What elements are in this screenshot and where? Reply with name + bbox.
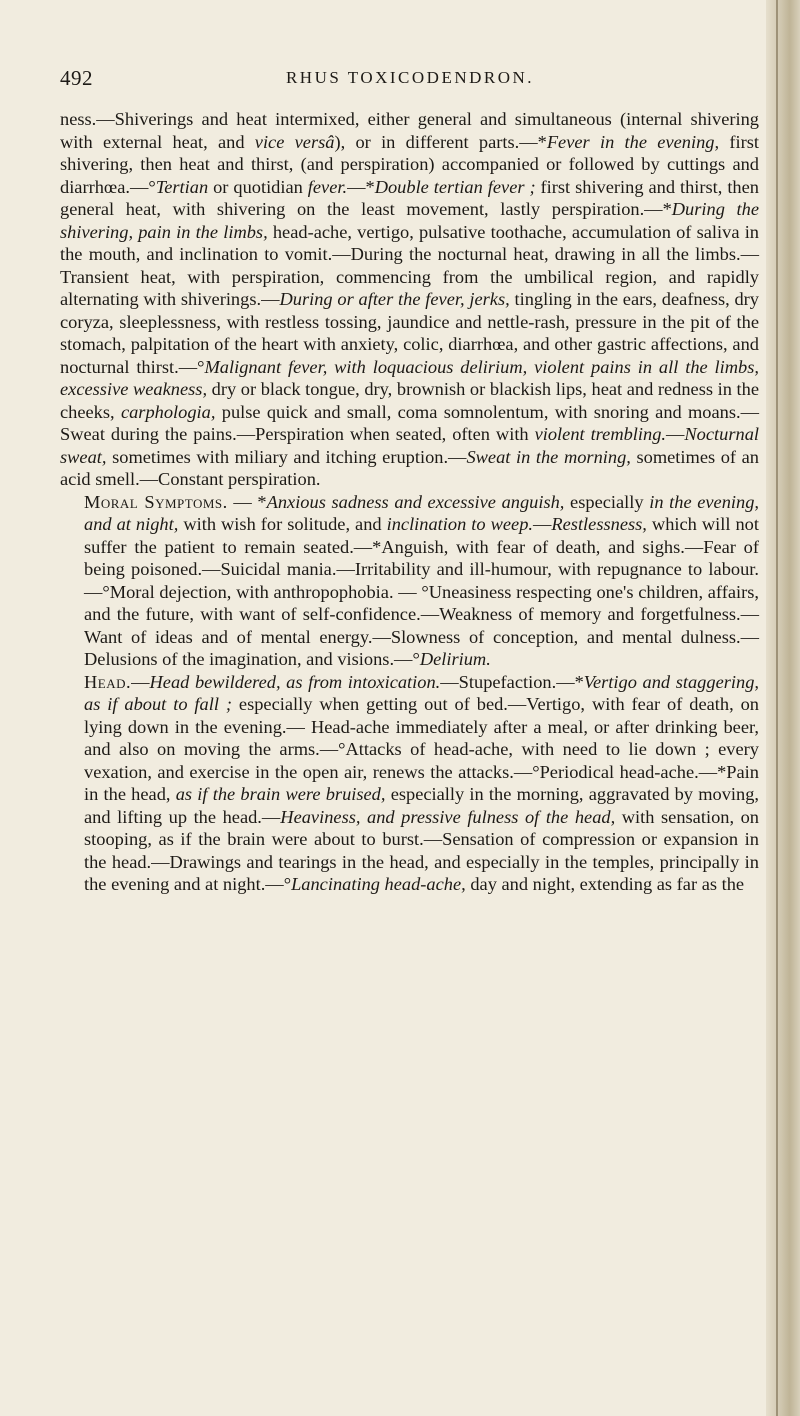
italic-run: Head bewildered, as from intoxication. <box>149 671 441 692</box>
italic-run: fever. <box>307 176 348 197</box>
section-heading: Moral Symptoms. <box>84 491 228 512</box>
italic-run: Anxious sadness and excessive anguish, <box>266 491 565 512</box>
italic-run: Sweat in the morning, <box>466 446 631 467</box>
italic-run: inclination to weep. <box>386 514 533 534</box>
running-head: RHUS TOXICODENDRON. <box>285 68 535 87</box>
italic-run: vice versâ <box>254 131 335 152</box>
italic-run: Malignant fever, with loquacious delirium, violent pains in all the limbs, excessive weakness, <box>60 356 759 399</box>
italic-run: Vertigo and staggering, as if about to fall ; <box>84 671 759 714</box>
italic-run: as if the brain were bruised, <box>175 784 386 804</box>
text-run: pulse quick and small, coma somnolentum, with snoring and moans.—Sweat during the pains.—Perspiration when seated, often with <box>60 401 760 444</box>
paragraph-moral-symptoms <box>60 491 759 671</box>
text-run: — <box>131 671 150 692</box>
page-header <box>60 66 760 92</box>
text-run: especially <box>564 491 650 512</box>
text-run: ), or in different parts.—* <box>334 131 547 152</box>
text-run: or quotidian <box>208 176 308 197</box>
text-run: especially when getting out of bed.—Vertigo, with fear of death, on lying down in the evening.— Head-ache immediately after a meal, or after drinking beer, and also on moving the arms.—°Attacks of head-ache, with need to lie down ; every vexation, and exercise in the open air, renews the attacks.—°Periodical head-ache.—*Pain in the head, <box>84 694 760 804</box>
paragraph-fever <box>60 108 759 491</box>
text-run: ness.—Shiverings and heat intermixed, either general and simultaneous (internal shivering with external heat, and <box>60 109 759 152</box>
italic-run: Fever in the evening, <box>546 131 720 152</box>
text-run: with sensation, on stooping, as if the brain were about to burst.—Sensation of compression or expansion in the head.—Drawings and tearings in the head, and especially in the temples, principally in the evening and at night.—° <box>84 806 760 894</box>
text-run: dry or black tongue, dry, brownish or blackish lips, heat and redness in the cheeks, <box>60 379 759 422</box>
text-run: first shivering, then heat and thirst, (and perspiration) accompanied or followed by cuttings and diarrhœa.—° <box>60 131 759 197</box>
body-text <box>60 108 759 896</box>
italic-run: Double tertian fever ; <box>374 176 536 197</box>
text-run: day and night, extending as far as the <box>465 874 745 894</box>
text-run: tingling in the ears, deafness, dry coryza, sleeplessness, with restless tossing, jaundice and nettle-rash, pressure in the pit of the stomach, palpitation of the heart with anxiety, colic, diarrhœa, and other gastric affections, and nocturnal thirst.—° <box>60 289 759 377</box>
text-run: —* <box>347 176 375 197</box>
text-run: —Stupefaction.—* <box>440 671 584 692</box>
text-run: sometimes of an acid smell.—Constant perspiration. <box>60 446 760 489</box>
text-run: — * <box>227 491 267 512</box>
text-run: — <box>666 424 685 444</box>
italic-run: Nocturnal sweat, <box>60 424 759 467</box>
section-heading: Head. <box>84 671 132 692</box>
text-run: especially in the morning, aggravated by moving, and lifting up the head.— <box>84 784 759 827</box>
italic-run: Heaviness, and pressive fulness of the head, <box>280 806 616 827</box>
text-run: first shivering and thirst, then general heat, with shivering on the least movement, lastly perspiration.—* <box>60 176 759 219</box>
text-run: sometimes with miliary and itching eruption.— <box>106 446 467 467</box>
italic-run: Restlessness, <box>551 514 647 534</box>
paragraph-head <box>60 671 759 896</box>
page-edge-line <box>776 0 778 1416</box>
text-run: with wish for solitude, and <box>178 514 387 534</box>
italic-run: During or after the fever, jerks, <box>279 289 510 309</box>
text-run: head-ache, vertigo, pulsative toothache, accumulation of saliva in the mouth, and inclination to vomit.—During the nocturnal heat, drawing in all the limbs.—Transient heat, with perspiration, commencing from the umbilical region, and rapidly alternating with shiverings.— <box>60 221 759 309</box>
page-edge-shadow <box>766 0 800 1416</box>
italic-run: in the evening, and at night, <box>84 491 760 534</box>
italic-run: violent trembling. <box>534 424 667 444</box>
italic-run: Lancinating head-ache, <box>291 874 466 894</box>
italic-run: carphologia, <box>120 401 216 422</box>
text-run: which will not suffer the patient to remain seated.—*Anguish, with fear of death, and sighs.—Fear of being poisoned.—Suicidal mania.—Irritability and ill-humour, with repugnance to labour.—°Moral dejection, with anthropophobia. — °Uneasiness respecting one's children, affairs, and the future, with want of self-confidence.—Weakness of memory and forgetfulness.—Want of ideas and of mental energy.—Slowness of conception, and mental dulness.—Delusions of the imagination, and visions.—° <box>84 514 759 669</box>
text-run: — <box>533 514 552 534</box>
italic-run: During the shivering, pain in the limbs, <box>60 199 760 242</box>
italic-run: Tertian <box>155 176 209 197</box>
italic-run: Delirium. <box>419 649 491 669</box>
page-number: 492 <box>60 66 93 90</box>
